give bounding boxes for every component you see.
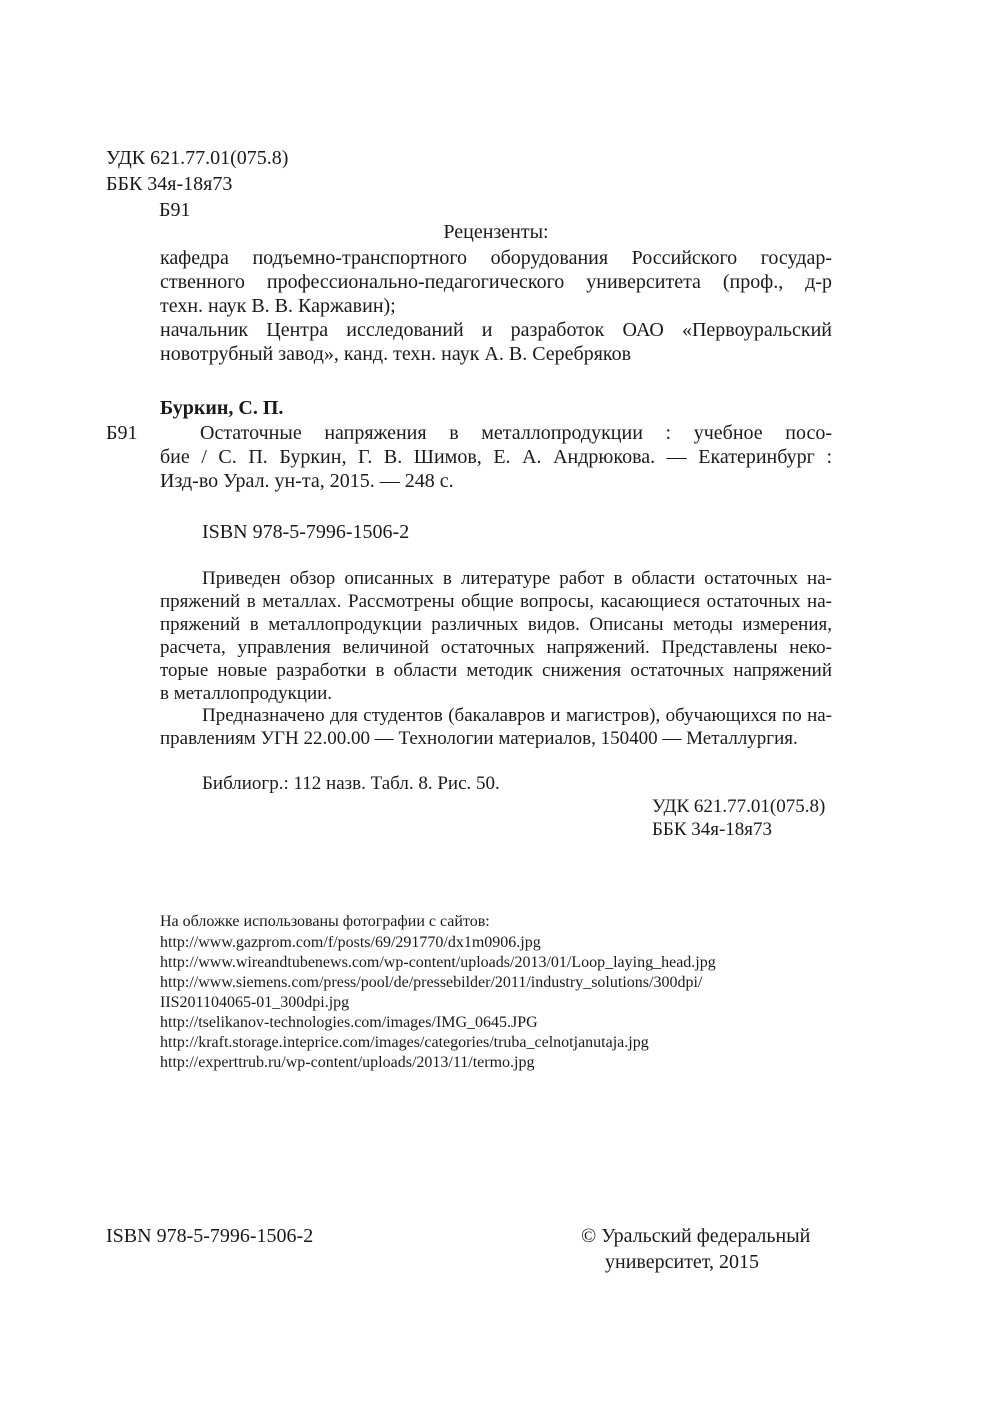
cover-source-url: http://www.wireandtubenews.com/wp-content/uploads/2013/01/Loop_laying_head.jpg (160, 954, 716, 971)
abstract-line: расчета, управления величиной остаточных напряжений. Представлены неко- (160, 637, 832, 658)
copyright-line-1: © Уральский федеральный (581, 1225, 811, 1247)
abstract-p1-first (202, 567, 832, 590)
reviewers-line: кафедра подъемно-транспортного оборудования Российского государ- (160, 247, 832, 269)
copyright-line-2: университет, 2015 (605, 1251, 760, 1273)
udk-code-bottom: УДК 621.77.01(075.8) (652, 796, 826, 817)
cover-source-url: http://kraft.storage.inteprice.com/images/categories/truba_celnotjanutaja.jpg (160, 1034, 649, 1051)
reviewers-heading: Рецензенты: (443, 221, 549, 243)
abstract-line: пряжений в металлопродукции различных видов. Описаны методы измерения, (160, 614, 832, 635)
author-heading: Буркин, С. П. (160, 397, 284, 419)
bbk-code-bottom: ББК 34я-18я73 (652, 819, 773, 840)
abstract-line: пряжений в металлах. Рассмотрены общие вопросы, касающиеся остаточных на- (160, 591, 832, 612)
cover-source-url: IIS201104065-01_300dpi.jpg (160, 994, 350, 1011)
reviewers-line: начальник Центра исследований и разработок ОАО «Первоуральский (160, 319, 832, 341)
abstract-line: торые новые разработки в области методик снижения остаточных напряжений (160, 660, 832, 681)
reviewers-block (160, 246, 832, 366)
author-mark: Б91 (159, 199, 191, 221)
bbk-code: ББК 34я-18я73 (106, 173, 233, 195)
title-continuation (160, 445, 832, 493)
isbn-footer: ISBN 978-5-7996-1506-2 (106, 1225, 314, 1247)
biblio-info: Библиогр.: 112 назв. Табл. 8. Рис. 50. (202, 773, 500, 794)
abstract-p2-rest (160, 727, 832, 750)
abstract-line: Приведен обзор описанных в литературе работ в области остаточных на- (202, 568, 832, 589)
abstract-p1-rest (160, 590, 832, 705)
cover-source-url-long (160, 973, 832, 993)
reviewers-line: ственного профессионально-педагогического университета (проф., д-р (160, 271, 832, 293)
abstract-line: правлениям УГН 22.00.00 — Технологии материалов, 150400 — Металлургия. (160, 728, 798, 749)
reviewers-line: техн. наук В. В. Каржавин); (160, 295, 396, 317)
title-line: Изд-во Урал. ун-та, 2015. — 248 с. (160, 470, 454, 492)
abstract-line: в металлопродукции. (160, 683, 333, 704)
cover-source-url: http://experttrub.ru/wp-content/uploads/2013/11/termo.jpg (160, 1054, 535, 1071)
cover-source-url: http://www.gazprom.com/f/posts/69/291770/dx1m0906.jpg (160, 934, 541, 951)
title-line-1-wrap (200, 421, 832, 445)
cover-source-url: http://tselikanov-technologies.com/images/IMG_0645.JPG (160, 1014, 538, 1031)
abstract-line: Предназначено для студентов (бакалавров и магистров), обучающихся по на- (202, 705, 832, 726)
title-line: Остаточные напряжения в металлопродукции : учебное посо- (200, 422, 832, 444)
udk-code: УДК 621.77.01(075.8) (106, 147, 289, 169)
cover-source-url: http://www.siemens.com/press/pool/de/pressebilder/2011/industry_solutions/300dpi/ (160, 974, 703, 991)
abstract-p2-first (202, 704, 832, 727)
author-mark-biblio: Б91 (106, 422, 138, 444)
isbn-biblio: ISBN 978-5-7996-1506-2 (202, 521, 410, 543)
title-line: бие / С. П. Буркин, Г. В. Шимов, Е. А. Андрюкова. — Екатеринбург : (160, 446, 832, 468)
cover-sources-heading: На обложке использованы фотографии с сайтов: (160, 913, 490, 930)
reviewers-line: новотрубный завод», канд. техн. наук А. В. Серебряков (160, 343, 632, 365)
